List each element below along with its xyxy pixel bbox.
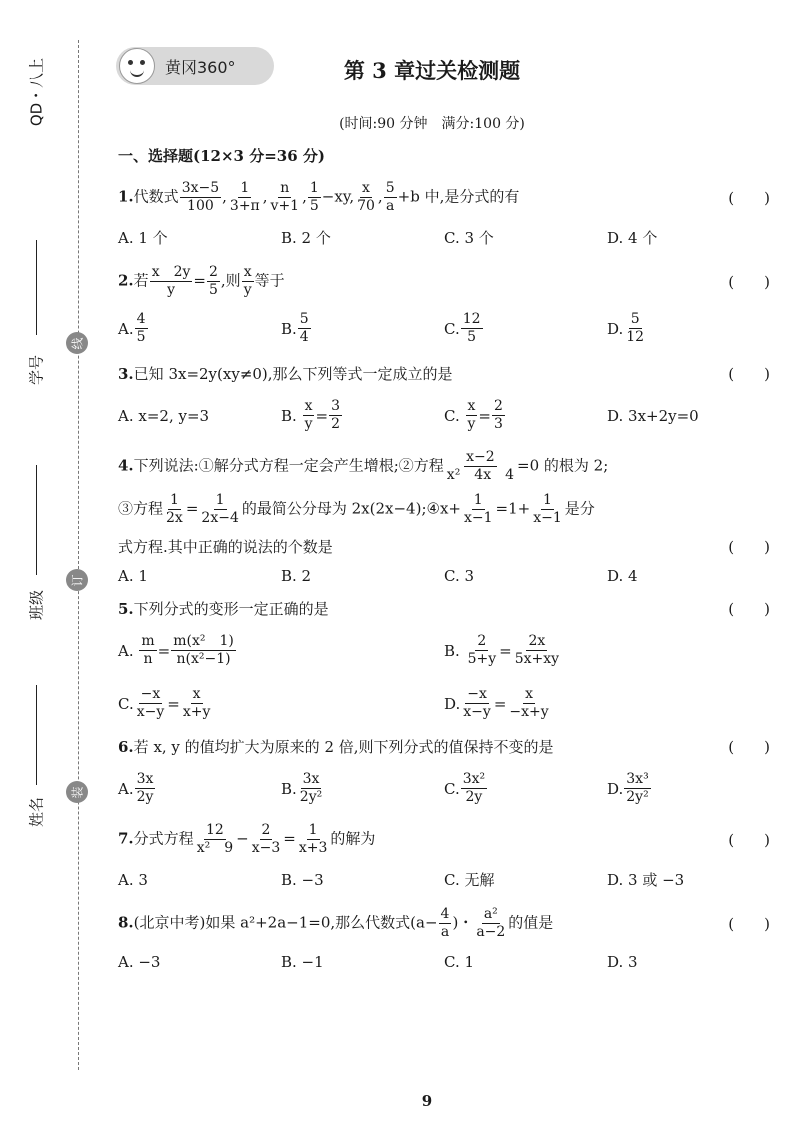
numerator: 3x−5 [181,180,220,196]
denominator: a−2 [476,924,506,940]
fraction [461,686,493,721]
numerator: 3x [136,771,154,787]
numerator: a² [483,906,498,922]
options-5-row-1 [118,633,770,668]
question-text: 已知 3x=2y(xy≠0),那么下列等式一定成立的是 [133,365,453,383]
fraction [507,686,550,721]
answer-bracket[interactable]: ( ) [728,915,770,933]
numerator: 2 [208,264,218,280]
numerator: −x [467,686,487,702]
fraction [297,822,330,857]
fraction [439,906,452,941]
numerator: 1 [309,180,319,196]
fraction [474,906,507,941]
denominator: 5+y [467,651,497,667]
options-6 [118,771,770,806]
denominator: 2y² [299,789,323,805]
fraction [492,398,505,433]
fraction [384,180,397,215]
numerator: 4 [440,906,450,922]
option-c[interactable] [444,771,607,806]
answer-bracket[interactable]: ( ) [728,831,770,849]
class-line [36,465,37,575]
option-label: D. [444,694,461,713]
option-label: B. [281,406,297,425]
denominator: 2y [136,789,154,805]
fraction [164,492,185,527]
question-text: 式方程.其中正确的说法的个数是 [118,538,333,556]
fraction [624,311,646,346]
options-7 [118,869,770,890]
fraction [308,180,321,215]
equals-sign: = [493,694,507,713]
denominator: 2y [465,789,483,805]
numerator: 5 [385,180,395,196]
option-a[interactable]: A. 3 [118,870,148,889]
question-number: 8. [118,913,134,932]
answer-bracket[interactable]: ( ) [728,365,770,383]
denominator: 12 [626,329,645,345]
option-label: B. [281,319,297,338]
option-c[interactable]: C. 1 [444,953,475,971]
option-a[interactable]: A. −3 [118,953,161,971]
option-label: B. [444,641,460,660]
exam-info: (时间:90 分钟 满分:100 分) [339,116,525,132]
option-d[interactable] [607,771,770,806]
question-number: 4. [118,456,134,475]
question-text: (北京中考)如果 a²+2a−1=0,那么代数式 [133,913,411,932]
numerator: 1 [473,492,483,508]
denominator: x+3 [298,840,328,856]
numerator: 5 [299,311,309,327]
fraction [269,180,302,215]
option-d[interactable]: D. 3 或 −3 [607,871,685,889]
fraction [466,398,478,433]
fraction [531,492,564,527]
answer-bracket[interactable]: ( ) [728,538,770,556]
denominator: x² 4x 4 [446,467,515,483]
question-text: =1+ [495,499,531,518]
question-text: =0 的根为 2; [517,456,609,475]
question-number: 3. [118,365,134,383]
question-2 [118,264,770,299]
question-text: − [236,829,249,848]
fraction [139,633,156,668]
numerator: x [525,686,533,702]
numerator: −x [140,686,161,702]
fraction [461,311,483,346]
option-b[interactable]: B. −3 [281,870,324,889]
options-1 [118,227,770,248]
fraction [135,686,167,721]
denominator: x−y [463,704,491,720]
numerator: 1 [308,822,318,838]
question-7 [118,822,770,857]
options-3 [118,398,770,433]
answer-bracket[interactable]: ( ) [728,600,770,618]
denominator: x−3 [251,840,281,856]
option-b[interactable]: B. 2 个 [281,229,331,247]
question-text: +b 中,是分式的有 [397,187,520,206]
option-label: C. [444,779,460,798]
denominator: 5 [136,329,146,345]
fraction [513,633,561,668]
option-b[interactable] [444,633,770,668]
equals-sign: = [185,499,199,518]
cut-line [78,40,79,1070]
question-text: 的最简公分母为 2x(2x−4);④x+ [241,499,461,518]
denominator: 100 [187,198,214,214]
denominator: a [385,198,395,214]
fraction [228,180,262,215]
numerator: m(x² 1) [173,633,234,649]
fraction [298,311,311,346]
option-label: C. [444,319,460,338]
numerator: 3x² [462,771,486,787]
question-4-line-3 [118,535,770,559]
options-2 [118,311,770,346]
numerator: 2x [528,633,546,649]
student-id-line [36,240,37,335]
option-label: C. [118,694,134,713]
fraction [303,398,315,433]
fraction [242,264,254,299]
question-text: 下列分式的变形一定正确的是 [133,600,329,618]
denominator: x−1 [463,510,493,526]
denominator: y [467,416,476,432]
binding-margin: QD・八上 学号 班级 姓名 线 订 装 [0,0,110,1124]
option-b[interactable] [281,771,444,806]
denominator: 2x−4 [201,510,239,526]
question-text: 的解为 [330,829,376,848]
options-8 [118,953,770,971]
option-c[interactable] [444,311,607,346]
question-1: 1.代数式 $\frac{3x-5}{100}$ , $\frac{1}{3+\pi}$ , $\frac{n}{v+1}$ , $\frac{1}{5}$ −xy, $\frac{x}{70}$ , $\frac{5}{a}$ +b 中,是分式的有 ( ) [118,180,770,214]
fraction [207,264,220,299]
numerator: 1 [240,180,250,196]
option-b[interactable]: B. 2 [281,567,312,585]
equals-sign: = [167,694,180,713]
fraction [199,492,240,527]
question-number: 1. [118,187,134,206]
denominator: 2y² [626,789,649,805]
question-8 [118,906,770,941]
numerator: 12 [462,311,481,327]
denominator: y [304,416,313,432]
question-text: 的值是 [508,913,554,932]
option-a[interactable]: A. 1 个 [118,229,168,247]
option-d[interactable]: D. 3 [607,953,638,971]
numerator: 3x [302,771,320,787]
fraction [298,771,324,806]
answer-bracket[interactable]: ( ) [728,738,770,756]
question-text: 等于 [254,271,285,290]
fraction [461,771,487,806]
denominator: y [243,282,252,298]
option-b[interactable] [281,311,444,346]
brand-logo-text: 黄冈360° [165,57,236,77]
options-5-row-2 [118,686,770,721]
option-a[interactable]: A. 1 [118,567,148,585]
denominator: 5 [208,282,218,298]
numerator: 3 [331,398,340,414]
equals-sign: = [283,829,296,848]
option-c[interactable] [118,686,444,721]
denominator: 2x [166,510,183,526]
question-text: 分式方程 [133,829,194,848]
fraction [445,449,516,484]
question-text: −xy [321,187,350,206]
numerator: 2 [261,822,271,838]
fraction [171,633,236,668]
numerator: 1 [169,492,179,508]
options-4 [118,567,770,585]
answer-bracket[interactable]: ( ) [728,273,770,291]
denominator: x+y [182,704,211,720]
option-label: B. [281,779,297,798]
denominator: 3+π [229,198,260,214]
question-text: 若 [133,271,149,290]
numerator: 1 [543,492,552,508]
option-label: D. [607,779,624,798]
option-label: A. [118,319,134,338]
fraction [250,822,283,857]
option-a[interactable] [118,771,281,806]
option-label: A. [118,779,134,798]
equals-sign: = [478,406,491,425]
question-text: 代数式 [133,187,179,206]
denominator: 5x+xy [514,651,560,667]
question-number: 6. [118,738,134,756]
question-4-line-2 [118,492,770,527]
seal-mark-zhuang: 装 [66,781,88,803]
fraction [624,771,650,806]
fraction [135,311,148,346]
denominator: n(x²−1) [176,651,231,667]
numerator: 5 [630,311,640,327]
fraction [466,633,499,668]
fraction [181,686,213,721]
denominator: y [167,282,175,298]
option-label: A. [118,641,134,660]
fraction [180,180,221,215]
denominator: x−1 [533,510,562,526]
page-title: 第 3 章过关检测题 [343,58,521,83]
option-c[interactable]: C. 3 个 [444,229,494,247]
option-b[interactable]: B. −1 [281,953,324,971]
fraction [150,264,193,299]
option-c[interactable] [444,398,607,433]
question-6 [118,735,770,759]
question-3 [118,362,770,386]
name-line [36,685,37,785]
fraction [135,771,156,806]
page-number: 9 [421,1092,433,1110]
question-4 [118,449,770,484]
option-c[interactable]: C. 3 [444,567,475,585]
question-list [118,145,770,987]
option-d[interactable]: D. 4 个 [607,229,658,247]
equals-sign: = [157,641,171,660]
denominator: 4 [299,329,309,345]
denominator: x² 9 [196,840,234,856]
numerator: 3x³ [626,771,649,787]
question-text: 是分 [564,499,595,518]
section-heading: 一、选择题(12×3 分=36 分) [118,147,325,165]
denominator: 5 [467,329,477,345]
numerator: m [141,633,155,649]
numerator: n [280,180,290,196]
denominator: 2 [331,416,340,432]
fraction [329,398,342,433]
denominator: 3 [494,416,503,432]
numerator: x [243,264,252,280]
numerator: x−2 [466,449,495,465]
question-text: (a− [410,913,438,932]
seal-mark-xian: 线 [66,332,88,354]
option-d[interactable] [607,311,770,346]
option-label: D. [607,319,624,338]
question-text: 若 x, y 的值均扩大为原来的 2 倍,则下列分式的值保持不变的是 [133,738,554,756]
question-number: 5. [118,600,134,618]
seal-mark-ding: 订 [66,569,88,591]
equals-sign: = [193,271,206,290]
numerator: 2 [477,633,487,649]
question-text: )・ [452,913,474,932]
numerator: 12 [205,822,224,838]
numerator: 4 [136,311,146,327]
numerator: x [467,398,476,414]
option-a[interactable] [118,633,444,668]
question-5 [118,597,770,621]
option-a[interactable]: A. x=2, y=3 [118,406,210,425]
question-text: 下列说法:①解分式方程一定会产生增根;②方程 [133,456,444,475]
fraction [355,180,377,215]
denominator: −x+y [509,704,549,720]
question-number: 7. [118,829,134,848]
numerator: 2 [494,398,503,414]
option-c[interactable]: C. 无解 [444,871,495,889]
option-a[interactable] [118,311,281,346]
numerator: x 2y [151,264,191,280]
option-d[interactable]: D. 4 [607,567,638,585]
denominator: x−y [136,704,165,720]
denominator: a [440,924,450,940]
option-b[interactable] [281,398,444,433]
numerator: x [192,686,201,702]
numerator: x [362,180,370,196]
question-text: ③方程 [118,499,164,518]
fraction [195,822,235,857]
option-label: C. [444,406,460,425]
equals-sign: = [499,641,512,660]
denominator: v+1 [270,198,300,214]
denominator: n [143,651,153,667]
numerator: x [304,398,313,414]
answer-bracket[interactable]: ( ) [728,189,770,207]
denominator: 5 [309,198,319,214]
question-text: ,则 [220,271,241,290]
option-d[interactable]: D. 3x+2y=0 [607,406,699,425]
equals-sign: = [315,406,329,425]
question-number: 2. [118,271,134,290]
fraction [462,492,495,527]
numerator: 1 [215,492,225,508]
denominator: 70 [357,198,375,214]
option-d[interactable] [444,686,770,721]
